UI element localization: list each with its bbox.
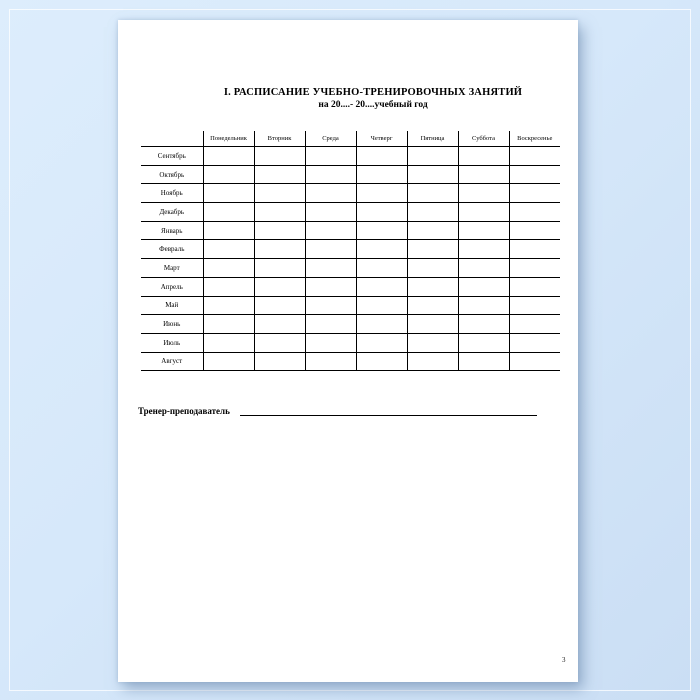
schedule-cell — [305, 221, 356, 240]
schedule-cell — [305, 184, 356, 203]
schedule-cell — [356, 147, 407, 166]
schedule-cell — [356, 277, 407, 296]
schedule-cell — [356, 184, 407, 203]
day-header-tuesday: Вторник — [254, 131, 305, 147]
schedule-cell — [203, 277, 254, 296]
schedule-cell — [458, 259, 509, 278]
schedule-cell — [254, 221, 305, 240]
schedule-cell — [458, 333, 509, 352]
schedule-cell — [254, 259, 305, 278]
day-header-friday: Пятница — [407, 131, 458, 147]
schedule-cell — [254, 240, 305, 259]
page-title: I. РАСПИСАНИЕ УЧЕБНО-ТРЕНИРОВОЧНЫХ ЗАНЯТИЙ — [223, 87, 523, 98]
schedule-cell — [203, 240, 254, 259]
schedule-cell — [509, 352, 560, 371]
schedule-cell — [407, 184, 458, 203]
schedule-cell — [305, 315, 356, 334]
schedule-cell — [509, 147, 560, 166]
document-page — [118, 20, 578, 682]
schedule-cell — [203, 352, 254, 371]
schedule-cell — [305, 203, 356, 222]
schedule-cell — [509, 184, 560, 203]
month-label-cell: Февраль — [141, 240, 203, 259]
table-row — [141, 352, 560, 371]
schedule-cell — [356, 315, 407, 334]
day-header-sunday: Воскресенье — [509, 131, 560, 147]
schedule-cell — [254, 203, 305, 222]
table-row — [141, 240, 560, 259]
schedule-cell — [458, 277, 509, 296]
schedule-cell — [407, 221, 458, 240]
schedule-cell — [458, 352, 509, 371]
schedule-cell — [356, 352, 407, 371]
schedule-cell — [509, 203, 560, 222]
schedule-cell — [203, 165, 254, 184]
schedule-cell — [458, 184, 509, 203]
schedule-cell — [254, 333, 305, 352]
month-label-cell: Декабрь — [141, 203, 203, 222]
table-row — [141, 333, 560, 352]
schedule-cell — [509, 296, 560, 315]
schedule-cell — [509, 315, 560, 334]
schedule-cell — [203, 333, 254, 352]
schedule-cell — [203, 221, 254, 240]
table-row — [141, 165, 560, 184]
table-row — [141, 221, 560, 240]
schedule-cell — [407, 165, 458, 184]
table-row — [141, 203, 560, 222]
schedule-cell — [254, 147, 305, 166]
header-row — [141, 131, 560, 147]
title-block — [168, 87, 578, 110]
table-row — [141, 277, 560, 296]
schedule-cell — [254, 352, 305, 371]
schedule-cell — [356, 333, 407, 352]
corner-cell — [141, 131, 203, 147]
schedule-cell — [509, 240, 560, 259]
day-header-thursday: Четверг — [356, 131, 407, 147]
schedule-cell — [203, 184, 254, 203]
month-label-cell: Январь — [141, 221, 203, 240]
schedule-cell — [305, 277, 356, 296]
day-header-saturday: Суббота — [458, 131, 509, 147]
schedule-cell — [407, 315, 458, 334]
schedule-cell — [509, 259, 560, 278]
schedule-cell — [203, 147, 254, 166]
schedule-cell — [356, 165, 407, 184]
schedule-cell — [305, 296, 356, 315]
table-row — [141, 259, 560, 278]
schedule-cell — [407, 259, 458, 278]
schedule-cell — [254, 315, 305, 334]
schedule-cell — [407, 296, 458, 315]
month-label-cell: Март — [141, 259, 203, 278]
schedule-cell — [305, 259, 356, 278]
schedule-cell — [356, 240, 407, 259]
table-row — [141, 315, 560, 334]
table-row — [141, 147, 560, 166]
schedule-cell — [458, 203, 509, 222]
trainer-signature-row — [138, 405, 550, 416]
page-subtitle: на 20....- 20....учебный год — [318, 100, 428, 110]
schedule-cell — [509, 333, 560, 352]
schedule-cell — [458, 221, 509, 240]
schedule-cell — [203, 296, 254, 315]
table-row — [141, 296, 560, 315]
schedule-cell — [203, 259, 254, 278]
page-number: 3 — [562, 656, 566, 664]
schedule-cell — [305, 147, 356, 166]
schedule-cell — [254, 165, 305, 184]
signature-line — [240, 405, 537, 416]
schedule-cell — [356, 203, 407, 222]
month-label-cell: Октябрь — [141, 165, 203, 184]
schedule-cell — [356, 221, 407, 240]
schedule-cell — [458, 165, 509, 184]
schedule-cell — [458, 147, 509, 166]
schedule-cell — [305, 352, 356, 371]
schedule-cell — [407, 277, 458, 296]
schedule-cell — [407, 240, 458, 259]
schedule-cell — [305, 333, 356, 352]
month-label-cell: Ноябрь — [141, 184, 203, 203]
schedule-cell — [203, 203, 254, 222]
month-label-cell: Июнь — [141, 315, 203, 334]
month-label-cell: Май — [141, 296, 203, 315]
schedule-cell — [356, 259, 407, 278]
day-header-monday: Понедельник — [203, 131, 254, 147]
schedule-cell — [509, 221, 560, 240]
schedule-cell — [254, 296, 305, 315]
schedule-cell — [254, 184, 305, 203]
schedule-cell — [407, 333, 458, 352]
month-label-cell: Сентябрь — [141, 147, 203, 166]
schedule-table — [141, 131, 560, 371]
schedule-cell — [356, 296, 407, 315]
day-header-wednesday: Среда — [305, 131, 356, 147]
schedule-cell — [458, 296, 509, 315]
schedule-cell — [407, 147, 458, 166]
schedule-cell — [458, 315, 509, 334]
month-label-cell: Июль — [141, 333, 203, 352]
table-row — [141, 184, 560, 203]
schedule-cell — [458, 240, 509, 259]
month-label-cell: Август — [141, 352, 203, 371]
schedule-cell — [305, 165, 356, 184]
month-label-cell: Апрель — [141, 277, 203, 296]
schedule-cell — [407, 352, 458, 371]
trainer-label: Тренер-преподаватель — [138, 406, 230, 416]
schedule-cell — [203, 315, 254, 334]
schedule-cell — [407, 203, 458, 222]
schedule-cell — [509, 277, 560, 296]
schedule-cell — [254, 277, 305, 296]
schedule-cell — [305, 240, 356, 259]
schedule-cell — [509, 165, 560, 184]
